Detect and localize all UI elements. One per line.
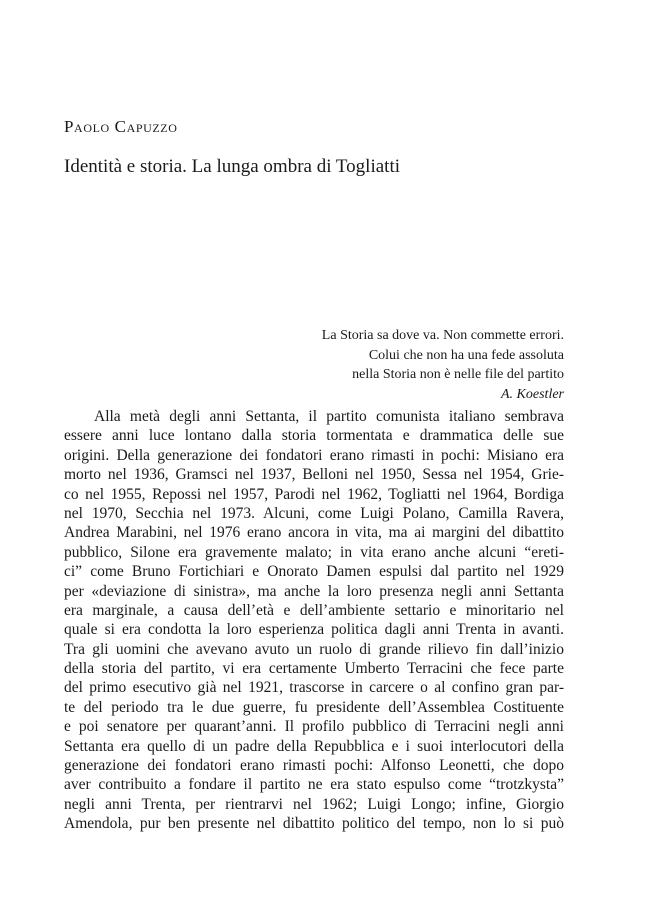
paragraph-line: morto nel 1936, Gramsci nel 1937, Belloni nel 1950, Sessa nel 1954, Grie- [64, 466, 564, 484]
paragraph-line: Alla metà degli anni Settanta, il partito comunista italiano sembrava [94, 408, 564, 425]
epigraph-line: Colui che non ha una fede assoluta [368, 347, 564, 363]
chapter-title: Identità e storia. La lunga ombra di Togliatti [64, 156, 401, 177]
paragraph-line: co nel 1955, Repossi nel 1957, Parodi nel 1962, Togliatti nel 1964, Bordiga [64, 485, 564, 503]
epigraph-attribution: A. Koestler [501, 386, 564, 402]
epigraph-line: La Storia sa dove va. Non commette errori. [321, 328, 564, 343]
paragraph-line: per «deviazione di sinistra», ma anche la loro presenza negli anni Settanta [64, 582, 564, 600]
paragraph-line: negli anni Trenta, per rientrarvi nel 1962; Luigi Longo; infine, Giorgio [64, 795, 564, 813]
paragraph-line: quale si era condotta la loro esperienza politica dagli anni Trenta in avanti. [64, 621, 564, 639]
paragraph-line: Andrea Marabini, nel 1976 erano ancora in vita, ma ai margini del dibattito [64, 524, 564, 542]
epigraph [322, 326, 564, 404]
epigraph-line: nella Storia non è nelle file del partito [352, 367, 564, 382]
body-paragraph [64, 407, 564, 834]
paragraph-line: ci” come Bruno Fortichiari e Onorato Damen espulsi dal partito nel 1929 [64, 563, 564, 581]
paragraph-line: era marginale, a causa dell’età e dell’ambiente settario e minoritario nel [64, 601, 564, 619]
author-name: Paolo Capuzzo [64, 117, 178, 136]
paragraph-line: nel 1970, Secchia nel 1973. Alcuni, come Luigi Polano, Camilla Ravera, [64, 504, 564, 522]
paragraph-line: e poi senatore per quarant’anni. Il profilo pubblico di Terracini negli anni [64, 718, 564, 736]
paragraph-line: della storia del partito, vi era certamente Umberto Terracini che fece parte [64, 660, 564, 678]
paragraph-line: Settanta era quello di un padre della Repubblica e i suoi interlocutori della [64, 737, 564, 755]
paragraph-line: del primo esecutivo già nel 1921, trascorse in carcere o al confino gran par- [64, 679, 564, 697]
paragraph-line: Tra gli uomini che avevano avuto un ruolo di grande rilievo fin dall’inizio [64, 640, 564, 658]
paragraph-line: Amendola, pur ben presente nel dibattito politico del tempo, non lo si può [64, 815, 564, 833]
paragraph-line: generazione dei fondatori erano rimasti pochi: Alfonso Leonetti, che dopo [64, 757, 564, 775]
paragraph-line: aver contribuito a fondare il partito ne era stato espulso come “trotzkysta” [64, 776, 564, 794]
paragraph-line: te del periodo tra le due guerre, fu presidente dell’Assemblea Costituente [64, 698, 564, 716]
paragraph-line: origini. Della generazione dei fondatori erano rimasti in pochi: Misiano era [64, 446, 564, 464]
paragraph-line: pubblico, Silone era gravemente malato; in vita erano anche alcuni “ereti- [64, 543, 564, 561]
paragraph-line: essere anni luce lontano dalla storia tormentata e drammatica delle sue [64, 427, 564, 445]
